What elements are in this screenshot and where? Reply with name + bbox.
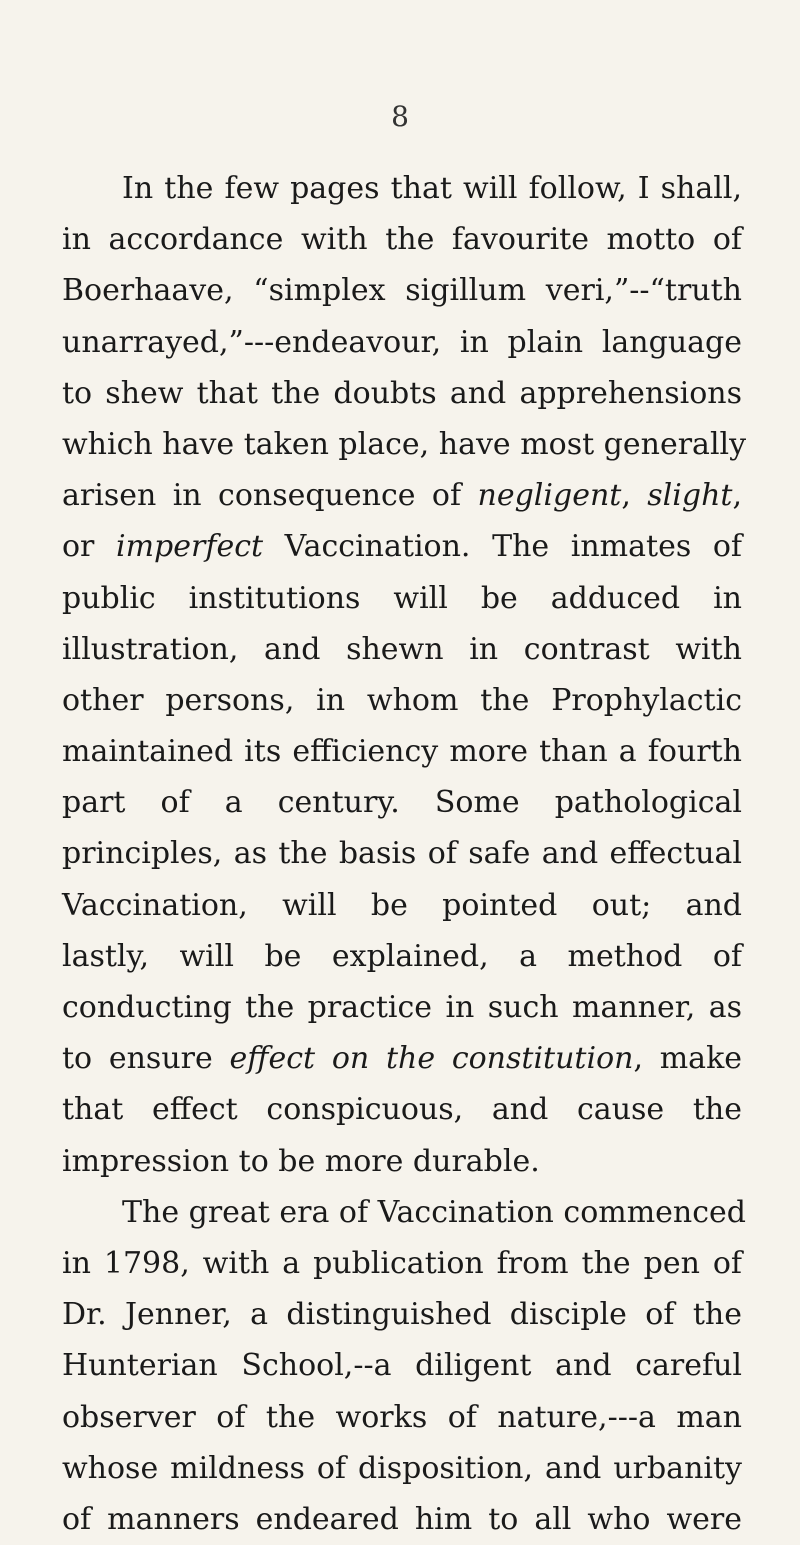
text-segment: Boerhaave, “simplex sigillum veri,”--“truth: [62, 273, 742, 309]
text-segment: Vaccination, will be pointed out; and: [62, 887, 742, 923]
text-segment: which have taken place, have most generally: [62, 426, 747, 462]
text-line: [62, 1187, 746, 1238]
paragraph: [62, 1187, 746, 1545]
text-segment: in accordance with the favourite motto of: [62, 222, 742, 258]
italic-text: imperfect: [116, 529, 264, 565]
text-segment: ,: [732, 478, 742, 514]
text-segment: to ensure: [62, 1041, 230, 1077]
text-line: [62, 982, 742, 1033]
text-segment: of manners endeared him to all who were: [62, 1501, 742, 1537]
text-line: [62, 573, 742, 624]
text-line: [62, 828, 742, 879]
text-line: [62, 214, 742, 265]
text-segment: Hunterian School,--a diligent and careful: [62, 1348, 742, 1384]
text-line: [62, 470, 742, 521]
text-segment: to shew that the doubts and apprehensions: [62, 375, 742, 411]
text-line: [62, 265, 742, 316]
text-line: [62, 777, 742, 828]
text-line: [62, 317, 742, 368]
text-line: [62, 1136, 742, 1187]
italic-text: slight: [647, 478, 733, 514]
text-line: [62, 1392, 742, 1443]
text-segment: The great era of Vaccination commenced: [122, 1194, 746, 1230]
text-line: [62, 880, 742, 931]
text-segment: , make: [633, 1041, 743, 1077]
paragraph: [62, 163, 747, 1187]
text-line: [62, 1340, 742, 1391]
text-line: [62, 521, 742, 572]
text-line: [62, 1289, 742, 1340]
text-segment: illustration, and shewn in contrast with: [62, 631, 742, 667]
text-line: [62, 1238, 742, 1289]
text-segment: in 1798, with a publication from the pen of: [62, 1245, 742, 1281]
body-text: [62, 163, 747, 1545]
text-line: [62, 1084, 742, 1135]
text-segment: principles, as the basis of safe and effectual: [62, 836, 742, 872]
text-segment: arisen in consequence of: [62, 478, 478, 514]
italic-text: negligent: [477, 478, 622, 514]
text-line: [62, 163, 742, 214]
italic-text: effect on the constitution: [229, 1041, 634, 1077]
text-segment: conducting the practice in such manner, as: [62, 990, 742, 1025]
text-segment: or: [62, 529, 117, 565]
text-line: [62, 624, 742, 675]
text-segment: whose mildness of disposition, and urbanity: [62, 1450, 742, 1486]
text-segment: public institutions will be adduced in: [62, 580, 742, 616]
text-segment: In the few pages that will follow, I shall,: [122, 171, 742, 206]
text-line: [62, 1033, 742, 1084]
text-line: [62, 419, 747, 470]
text-line: [62, 368, 742, 419]
text-segment: that effect conspicuous, and cause the: [62, 1092, 742, 1128]
text-segment: part of a century. Some pathological: [62, 785, 742, 821]
text-segment: maintained its efficiency more than a fourth: [62, 734, 742, 770]
text-segment: ,: [621, 478, 648, 514]
text-segment: lastly, will be explained, a method of: [62, 938, 742, 974]
text-segment: other persons, in whom the Prophylactic: [62, 682, 742, 718]
text-segment: unarrayed,”---endeavour, in plain language: [62, 324, 742, 360]
text-line: [62, 1443, 742, 1494]
text-line: [62, 931, 742, 982]
text-segment: observer of the works of nature,---a man: [62, 1399, 742, 1435]
text-segment: Vaccination. The inmates of: [263, 529, 742, 565]
text-line: [62, 1494, 742, 1545]
text-line: [62, 726, 742, 777]
text-segment: impression to be more durable.: [62, 1143, 540, 1179]
text-segment: Dr. Jenner, a distinguished disciple of the: [62, 1297, 742, 1333]
page-number: 8: [391, 100, 409, 133]
text-line: [62, 675, 742, 726]
